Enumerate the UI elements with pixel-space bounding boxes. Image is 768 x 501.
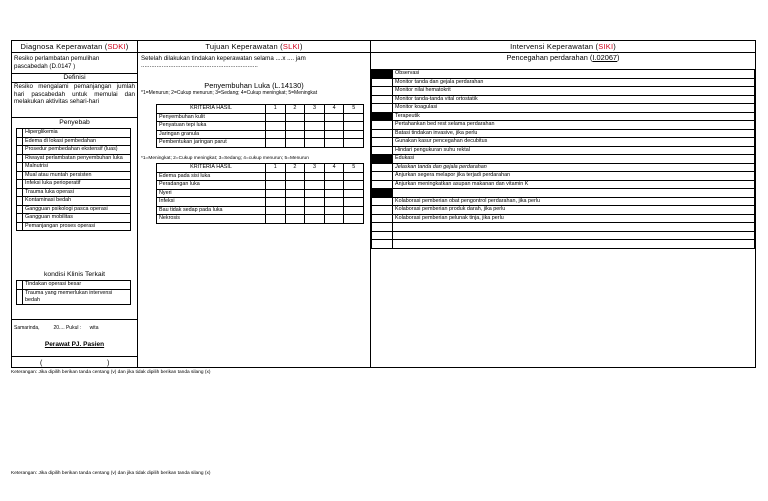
score-cell[interactable] [324,181,344,190]
checklist-label: Prosedur pembedahan ekstensif (luas) [23,146,131,155]
intervention-row [372,223,755,232]
criteria-row [157,130,364,139]
intervention-row [372,146,755,155]
criteria-label: Peradangan luka [157,181,266,190]
score-cell[interactable] [324,189,344,198]
checklist-row [17,154,131,163]
checkbox[interactable] [372,78,393,87]
score-cell[interactable] [285,122,305,131]
intervention-row [372,95,755,104]
scale-number: 1 [266,105,286,114]
score-cell[interactable] [266,122,286,131]
score-cell[interactable] [324,139,344,148]
intervention-section-row [372,70,755,79]
definisi-heading: Definisi [63,74,86,81]
checklist-row [17,137,131,146]
score-cell[interactable] [285,181,305,190]
intervention-label [393,223,755,232]
intervention-row [372,214,755,223]
checklist-row [17,171,131,180]
checklist-label: Tindakan operasi besar [23,281,131,290]
intervention-label: Anjurkan meningkatkan asupan makanan dan vitamin K [393,180,755,189]
intervention-row [372,206,755,215]
score-cell[interactable] [324,206,344,215]
outcome-intro: Setelah dilakukan tindakan keperawatan selama ....x .... jam [141,55,306,62]
score-cell[interactable] [344,113,364,122]
criteria-row [157,181,364,190]
criteria-label: Infeksi [157,198,266,207]
checkbox[interactable] [372,138,393,147]
outcome-table-1 [156,104,364,148]
section-label: Terapeutik [393,112,755,121]
criteria-header: KRITERIA HASIL [157,164,266,173]
intervention-label: Monitor tanda-tanda vital ortostatik [393,95,755,104]
scale-number: 5 [344,105,364,114]
score-cell[interactable] [285,189,305,198]
score-cell[interactable] [324,130,344,139]
checkbox[interactable] [372,95,393,104]
intervention-label: Kolaborasi pemberian obat pengontrol perdarahan, jika perlu [393,197,755,206]
checklist-label: Trauma luka operasi [23,188,131,197]
checklist-row [17,214,131,223]
score-cell[interactable] [324,172,344,181]
kondisi-table [16,280,131,305]
checkbox[interactable] [372,121,393,130]
intervention-label: Jelaskan tanda dan gejala perdarahan [393,163,755,172]
outcome-table-2 [156,163,364,224]
score-cell[interactable] [305,122,325,131]
score-cell[interactable] [305,189,325,198]
checklist-label: Gangguan psikologi pasca operasi [23,205,131,214]
outcome-header-row [157,164,364,173]
section-marker [372,70,393,79]
intervention-label: Batasi tindakan invasive, jika perlu [393,129,755,138]
intervention-label: Pertahankan bed rest selama perdarahan [393,121,755,130]
criteria-label: Jaringan granula [157,130,266,139]
scale-number: 1 [266,164,286,173]
outcome-header-row [157,105,364,114]
intervention-label [393,240,755,249]
criteria-row [157,198,364,207]
diagnosis-title: Resiko perlambatan pemulihan pascabedah (D.0147 ) [14,55,100,70]
intervention-row [372,197,755,206]
criteria-row [157,113,364,122]
checklist-row [17,289,131,304]
section-marker [372,189,393,198]
checklist-label: Gangguan mobilitas [23,214,131,223]
score-cell[interactable] [266,215,286,224]
criteria-header: KRITERIA HASIL [157,105,266,114]
scale-legend-1: *1=Menurun; 2=Cukup menurun; 3=Sedang; 4=Cukup meningkat; 5=Meningkat [141,90,318,96]
checklist-label: Edema di lokasi pembedahan [23,137,131,146]
intervention-row [372,129,755,138]
score-cell[interactable] [285,198,305,207]
checkbox[interactable] [372,240,393,249]
outcome-title: Penyembuhan Luka (L.14130) [204,81,304,90]
checkbox[interactable] [372,214,393,223]
score-cell[interactable] [266,181,286,190]
section-label [393,189,755,198]
scale-number: 3 [305,105,325,114]
score-cell[interactable] [324,198,344,207]
score-cell[interactable] [305,206,325,215]
signature-open: ( [40,360,43,367]
checkbox[interactable] [372,172,393,181]
checkbox[interactable] [372,129,393,138]
penyebab-table [16,128,131,231]
criteria-row [157,122,364,131]
checklist-row [17,146,131,155]
definisi-text: Resiko mengalami pemanjangan jumlah hari pascabedah untuk memulai dan melakukan aktivitas sehari-hari [14,83,135,106]
score-cell[interactable] [344,189,364,198]
criteria-row [157,172,364,181]
checklist-label: Trauma yang memerlukan intervensi bedah [23,289,131,304]
checklist-row [17,188,131,197]
intervention-row [372,87,755,96]
checkbox[interactable] [372,104,393,113]
criteria-label: Penyatuan tepi luka [157,122,266,131]
score-cell[interactable] [305,113,325,122]
intervention-section-row [372,155,755,164]
checklist-label: Pemanjangan proses operasi [23,222,131,231]
section-label: Observasi [393,70,755,79]
score-cell[interactable] [344,130,364,139]
score-cell[interactable] [266,206,286,215]
signer-title: Perawat PJ. Pasien [44,341,105,348]
intervention-label: Anjurkan segera melapor jika terjadi perdarahan [393,172,755,181]
checkbox[interactable] [372,206,393,215]
place-date: Samarinda, 20.... Pukul : wita [14,325,99,331]
checkbox[interactable] [372,197,393,206]
intervention-row [372,138,755,147]
section-marker [372,112,393,121]
score-cell[interactable] [324,113,344,122]
checklist-label: Hiperglikemia [23,129,131,138]
intervention-row [372,172,755,181]
score-cell[interactable] [305,181,325,190]
checklist-label: Malnutrisi [23,163,131,172]
criteria-label: Penyembuhan kulit [157,113,266,122]
score-cell[interactable] [285,172,305,181]
checklist-row [17,205,131,214]
criteria-label: Edema pada sisi luka [157,172,266,181]
intervention-row [372,104,755,113]
score-cell[interactable] [324,122,344,131]
intervention-title: Pencegahan perdarahan (I.02067) [506,53,620,62]
scale-number: 2 [285,105,305,114]
score-cell[interactable] [344,206,364,215]
scale-number: 4 [324,105,344,114]
score-cell[interactable] [324,215,344,224]
checkbox[interactable] [372,223,393,232]
scale-number: 3 [305,164,325,173]
criteria-label: Nekrosis [157,215,266,224]
score-cell[interactable] [266,139,286,148]
checklist-label: Kontaminasi bedah [23,197,131,206]
score-cell[interactable] [266,172,286,181]
score-cell[interactable] [344,139,364,148]
kondisi-heading: kondisi Klinis Terkait [43,271,106,278]
footnote-2: Keterangan: Jika dipilih berikan tanda centang (v) dan jika tidak dipilih berikan tanda silang (x) [11,471,211,476]
outcome-column [138,53,371,367]
criteria-label: Nyeri [157,189,266,198]
penyebab-heading: Penyebab [59,119,90,126]
scale-legend-2: *1=Meningkat; 2=Cukup meningkat; 3=Sedang; 4=cukup menurun; 5=Menurun [141,156,309,161]
checklist-row [17,163,131,172]
intervention-table [371,69,755,249]
intervention-label: Kolaborasi pemberian pelunak tinja, jika perlu [393,214,755,223]
scale-number: 5 [344,164,364,173]
intervention-label: Monitor koagulasi [393,104,755,113]
score-cell[interactable] [344,172,364,181]
checkbox[interactable] [372,163,393,172]
score-cell[interactable] [285,130,305,139]
checkbox[interactable] [372,146,393,155]
intervention-label: Monitor nilai hematokrit [393,87,755,96]
intervention-section-row [372,112,755,121]
score-cell[interactable] [266,189,286,198]
score-cell[interactable] [305,198,325,207]
checklist-row [17,129,131,138]
intervention-label: Monitor tanda dan gejala perdarahan [393,78,755,87]
section-marker [372,155,393,164]
score-cell[interactable] [285,113,305,122]
diagnosis-column [12,53,138,367]
intervention-row [372,163,755,172]
intervention-label: Hindari pengukuran suhu rektal [393,146,755,155]
checkbox[interactable] [372,231,393,240]
slki-header: Tujuan Keperawatan (SLKI) [138,41,371,53]
score-cell[interactable] [285,215,305,224]
criteria-row [157,215,364,224]
score-cell[interactable] [305,139,325,148]
criteria-row [157,206,364,215]
scale-number: 4 [324,164,344,173]
score-cell[interactable] [305,172,325,181]
checklist-label: Infeksi luka perioperatif [23,180,131,189]
score-cell[interactable] [266,113,286,122]
score-cell[interactable] [285,139,305,148]
checklist-label: Riwayat perlambatan penyembuhan luka [23,154,131,163]
intervention-row [372,78,755,87]
score-cell[interactable] [266,198,286,207]
section-label: Edukasi [393,155,755,164]
checkbox[interactable] [372,87,393,96]
checklist-row [17,180,131,189]
scale-number: 2 [285,164,305,173]
criteria-label: Pembentukan jaringan parut [157,139,266,148]
score-cell[interactable] [305,130,325,139]
intervention-section-row [372,189,755,198]
criteria-row [157,139,364,148]
criteria-label: Bau tidak sedap pada luka [157,206,266,215]
score-cell[interactable] [266,130,286,139]
score-cell[interactable] [344,181,364,190]
signature-close: ) [107,360,110,367]
score-cell[interactable] [305,215,325,224]
sdki-header: Diagnosa Keperawatan (SDKI) [12,41,138,53]
intervention-row [372,231,755,240]
checklist-row [17,222,131,231]
score-cell[interactable] [344,122,364,131]
intervention-label: Kolaborasi pemberian produk darah, jika perlu [393,206,755,215]
intervention-row [372,240,755,249]
score-cell[interactable] [285,206,305,215]
score-cell[interactable] [344,198,364,207]
checklist-row [17,281,131,290]
outcome-dots: .................................................................... [141,62,258,69]
intervention-row [372,121,755,130]
intervention-column [371,53,755,367]
footnote-1: Keterangan: Jika dipilih berikan tanda centang (v) dan jika tidak dipilih berikan tanda silang (x) [11,370,211,375]
checkbox[interactable] [372,180,393,189]
criteria-row [157,189,364,198]
checklist-label: Mual atau muntah persisten [23,171,131,180]
care-plan-form [11,40,756,368]
siki-header: Intervensi Keperawatan (SIKI) [371,41,755,53]
intervention-label [393,231,755,240]
intervention-row [372,180,755,189]
intervention-label: Gunakan kasur pencegahan decubitus [393,138,755,147]
score-cell[interactable] [344,215,364,224]
checklist-row [17,197,131,206]
